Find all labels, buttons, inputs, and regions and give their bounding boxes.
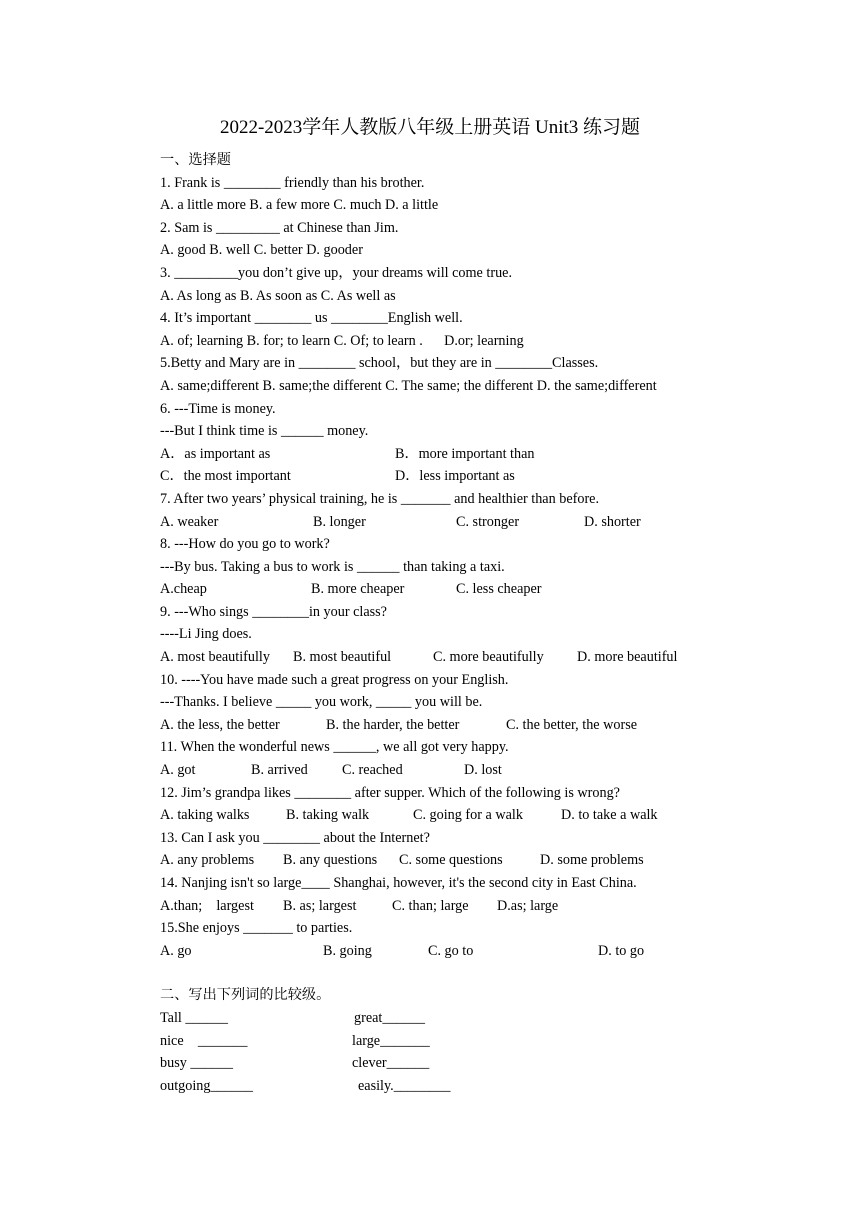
options-line xyxy=(160,511,800,534)
options-line xyxy=(160,804,800,827)
question-line: ---But I think time is ______ money. xyxy=(160,423,369,440)
option-b: B. any questions xyxy=(283,852,378,869)
question-line: 2. Sam is _________ at Chinese than Jim. xyxy=(160,219,399,236)
section-heading: 二、写出下列词的比较级。 xyxy=(160,987,331,1004)
options-line xyxy=(160,646,800,669)
options-line xyxy=(160,849,800,872)
word-row xyxy=(160,1007,800,1030)
options-line: A. same;different B. same;the different C. The same; the different D. the same;different xyxy=(160,377,657,394)
options-line xyxy=(160,895,800,918)
word-row xyxy=(160,1030,800,1053)
option-d: D. some problems xyxy=(540,852,644,869)
option-b: B. going xyxy=(323,942,372,959)
options-line xyxy=(160,759,800,782)
question-line: 3. _________you don’t give up，your dreams will come true. xyxy=(160,264,513,281)
question-line: 1. Frank is ________ friendly than his brother. xyxy=(160,174,425,191)
question-line: 11. When the wonderful news ______, we all got very happy. xyxy=(160,739,509,756)
option-a: A. taking walks xyxy=(160,807,250,824)
section-heading: 一、选择题 xyxy=(160,152,231,168)
option-b: B. as; largest xyxy=(283,897,357,914)
option-b: B．more important than xyxy=(395,445,535,462)
option-c: C. the better, the worse xyxy=(506,716,638,733)
word-blank-right: large_______ xyxy=(352,1032,430,1049)
question-line: 4. It’s important ________ us ________English well. xyxy=(160,310,463,327)
question-line: ---By bus. Taking a bus to work is ______ than taking a taxi. xyxy=(160,558,505,575)
question-line: 9. ---Who sings ________in your class? xyxy=(160,603,387,620)
word-row xyxy=(160,1052,800,1075)
option-c: C. less cheaper xyxy=(456,581,542,598)
option-c: C. than; large xyxy=(392,897,469,914)
options-line: A. of; learning B. for; to learn C. Of; to learn . D.or; learning xyxy=(160,332,524,349)
question-line: 5.Betty and Mary are in ________ school，but they are in ________Classes. xyxy=(160,355,599,372)
option-d: D. to go xyxy=(598,942,645,959)
options-line xyxy=(160,465,800,488)
option-c: C. some questions xyxy=(399,852,503,869)
option-a: A．as important as xyxy=(160,445,271,462)
option-d: D.as; large xyxy=(497,897,559,914)
question-line: 6. ---Time is money. xyxy=(160,400,276,417)
word-blank-right: easily.________ xyxy=(358,1077,451,1094)
options-line xyxy=(160,714,800,737)
option-d: D．less important as xyxy=(395,468,515,485)
option-c: C. reached xyxy=(342,762,403,779)
question-line: 13. Can I ask you ________ about the Internet? xyxy=(160,829,430,846)
option-b: B. the harder, the better xyxy=(326,716,460,733)
question-line: 10. ----You have made such a great progress on your English. xyxy=(160,671,509,688)
word-blank-right: clever______ xyxy=(352,1055,430,1072)
option-a: A. weaker xyxy=(160,513,219,530)
option-a: A. most beautifully xyxy=(160,649,270,666)
option-d: D. more beautiful xyxy=(577,649,678,666)
options-line: A. good B. well C. better D. gooder xyxy=(160,242,363,259)
question-line: 7. After two years’ physical training, he is _______ and healthier than before. xyxy=(160,490,600,507)
option-b: B. longer xyxy=(313,513,366,530)
word-blank-left: busy ______ xyxy=(160,1055,233,1072)
option-a: A. the less, the better xyxy=(160,716,280,733)
option-a: A.than; largest xyxy=(160,897,254,914)
options-line xyxy=(160,443,800,466)
document-body xyxy=(160,149,800,1097)
option-d: D. lost xyxy=(464,762,502,779)
option-a: A. any problems xyxy=(160,852,255,869)
blank-line xyxy=(160,962,800,984)
question-line: ----Li Jing does. xyxy=(160,626,252,643)
question-line: ---Thanks. I believe _____ you work, _____ you will be. xyxy=(160,694,483,711)
question-line: 12. Jim’s grandpa likes ________ after supper. Which of the following is wrong? xyxy=(160,784,620,801)
word-blank-left: Tall ______ xyxy=(160,1009,228,1026)
option-c: C. more beautifully xyxy=(433,649,544,666)
word-row xyxy=(160,1075,800,1098)
options-line: A. a little more B. a few more C. much D. a little xyxy=(160,197,439,214)
page-title: 2022-2023学年人教版八年级上册英语 Unit3 练习题 xyxy=(219,117,641,138)
option-d: D. to take a walk xyxy=(561,807,658,824)
options-line: A. As long as B. As soon as C. As well as xyxy=(160,287,396,304)
option-c: C．the most important xyxy=(160,468,291,485)
option-b: B. taking walk xyxy=(286,807,370,824)
option-c: C. going for a walk xyxy=(413,807,523,824)
option-b: B. arrived xyxy=(251,762,308,779)
word-blank-left: nice _______ xyxy=(160,1032,248,1049)
option-b: B. most beautiful xyxy=(293,649,392,666)
question-line: 15.She enjoys _______ to parties. xyxy=(160,920,353,937)
option-a: A. go xyxy=(160,942,192,959)
options-line xyxy=(160,940,800,963)
option-b: B. more cheaper xyxy=(311,581,405,598)
word-blank-left: outgoing______ xyxy=(160,1077,254,1094)
option-c: C. stronger xyxy=(456,513,520,530)
question-line: 8. ---How do you go to work? xyxy=(160,536,330,553)
option-a: A. got xyxy=(160,762,196,779)
option-c: C. go to xyxy=(428,942,474,959)
options-line xyxy=(160,578,800,601)
option-a: A.cheap xyxy=(160,581,207,598)
question-line: 14. Nanjing isn't so large____ Shanghai, however, it's the second city in East China. xyxy=(160,875,637,891)
option-d: D. shorter xyxy=(584,513,641,530)
word-blank-right: great______ xyxy=(354,1009,425,1026)
